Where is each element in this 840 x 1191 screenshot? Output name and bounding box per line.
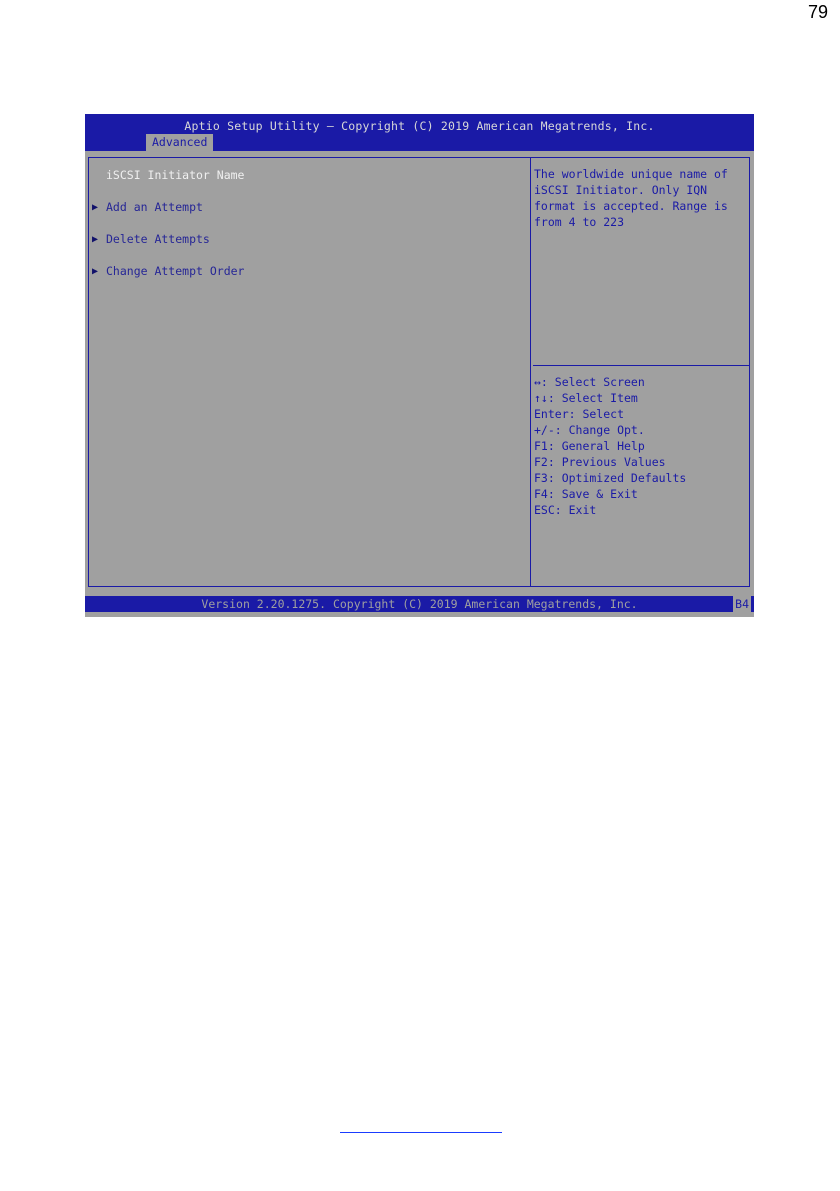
page-number: 79: [807, 2, 828, 22]
column-divider: [530, 158, 531, 586]
key-help-esc: ESC: Exit: [534, 503, 597, 517]
submenu-arrow-icon: ▶: [92, 234, 99, 245]
tab-advanced[interactable]: Advanced: [146, 134, 213, 151]
key-help-change-opt: +/-: Change Opt.: [534, 423, 645, 437]
title-bar: [85, 114, 754, 151]
key-help-list: [534, 374, 744, 518]
submenu-arrow-icon: ▶: [92, 202, 99, 213]
bios-screen: [85, 114, 754, 617]
main-frame: [88, 157, 750, 587]
menu-item-iscsi-initiator-name[interactable]: iSCSI Initiator Name: [106, 168, 245, 182]
footer-bar: [85, 596, 754, 612]
menu-item-delete-attempts[interactable]: Delete Attempts: [106, 232, 210, 246]
key-help-select-screen: ↔: Select Screen: [534, 375, 645, 389]
version-text: Version 2.20.1275. Copyright (C) 2019 American Megatrends, Inc.: [201, 597, 638, 611]
key-help-previous-values: F2: Previous Values: [534, 455, 666, 469]
key-help-select-item: ↑↓: Select Item: [534, 391, 638, 405]
bios-title: Aptio Setup Utility – Copyright (C) 2019 American Megatrends, Inc.: [184, 119, 655, 133]
footer-tag: B4: [735, 597, 749, 611]
page-link-underline[interactable]: [340, 1132, 502, 1133]
key-help-general-help: F1: General Help: [534, 439, 645, 453]
key-help-enter: Enter: Select: [534, 407, 625, 421]
key-help-save-exit: F4: Save & Exit: [534, 487, 638, 501]
menu-item-add-an-attempt[interactable]: Add an Attempt: [106, 200, 203, 214]
help-text: The worldwide unique name of iSCSI Initiator. Only IQN format is accepted. Range is from 4 to 223: [534, 167, 728, 229]
menu-item-change-attempt-order[interactable]: Change Attempt Order: [106, 264, 245, 278]
submenu-arrow-icon: ▶: [92, 266, 99, 277]
help-divider: [533, 365, 749, 366]
key-help-optimized-defaults: F3: Optimized Defaults: [534, 471, 687, 485]
